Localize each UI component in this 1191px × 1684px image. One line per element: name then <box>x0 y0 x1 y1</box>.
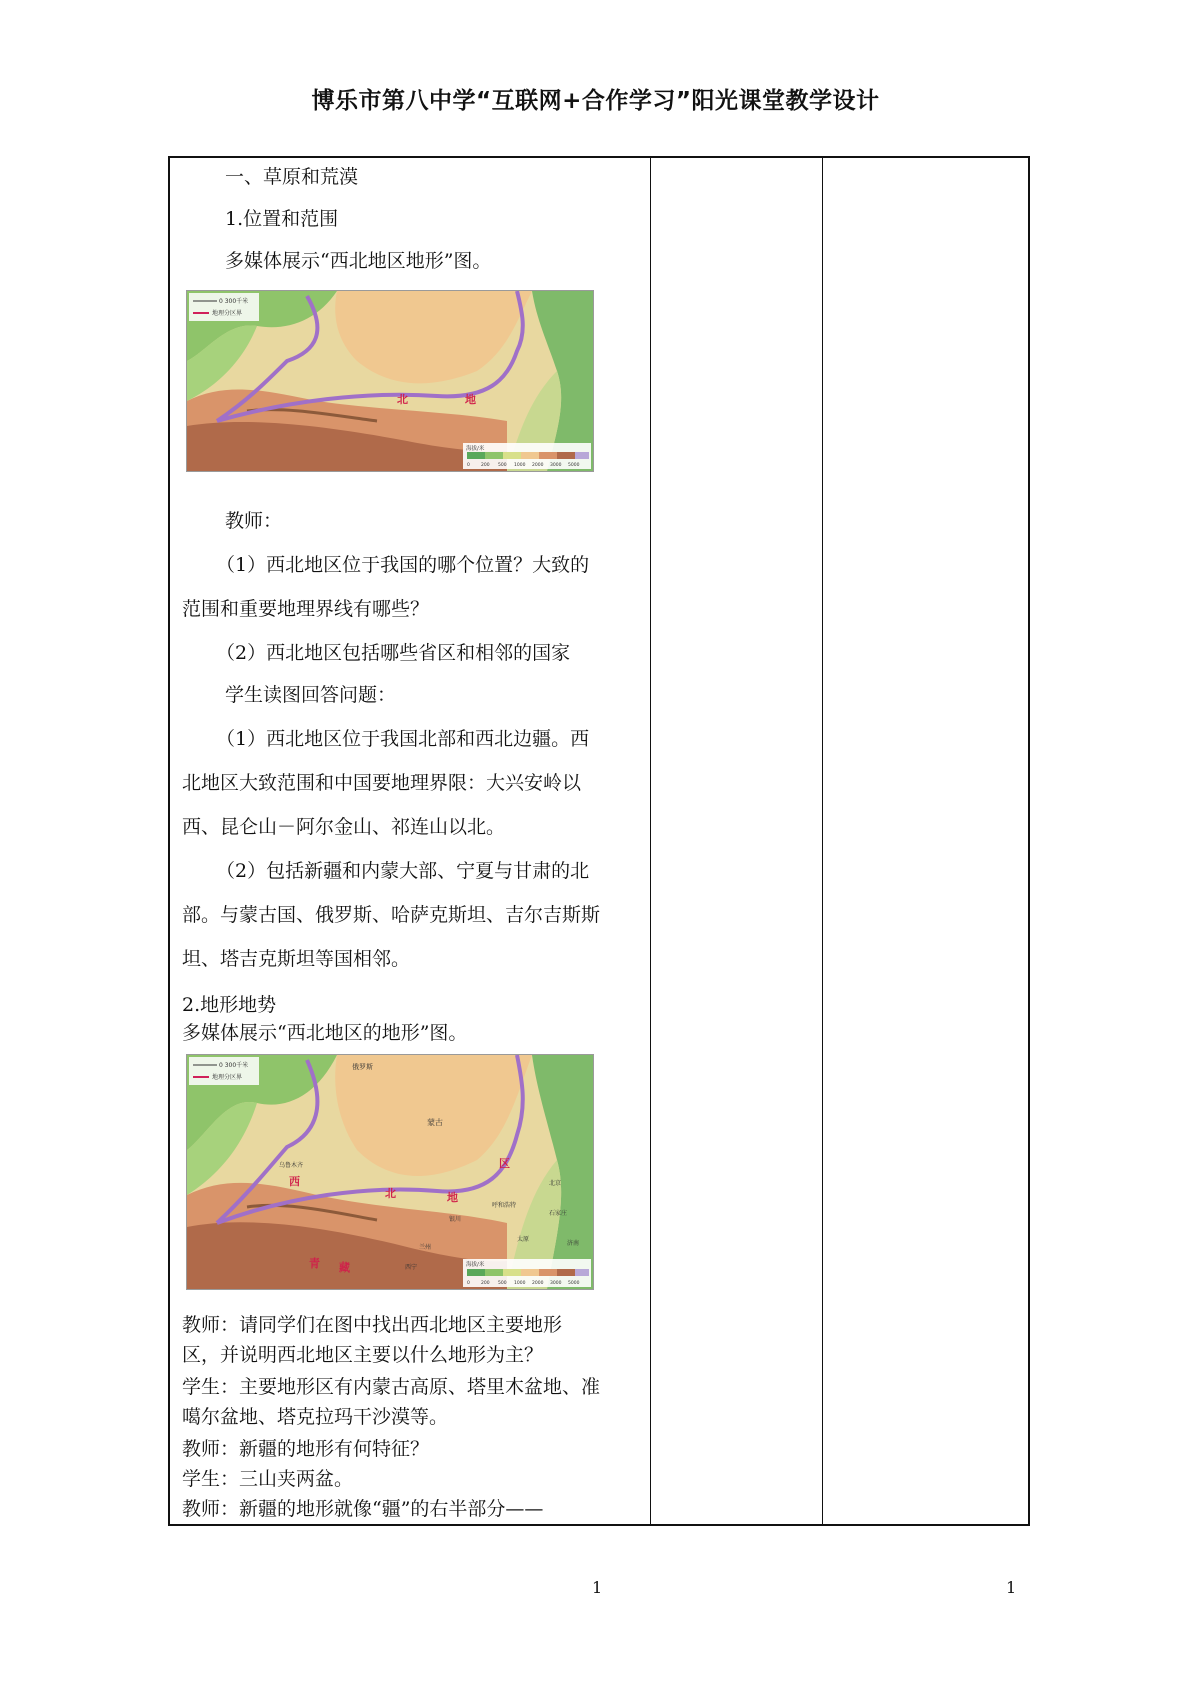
page-title: 博乐市第八中学“互联网+合作学习”阳光课堂教学设计 <box>311 88 880 114</box>
lesson-table <box>168 156 1030 1526</box>
subsection-heading: 1.位置和范围 <box>225 208 339 230</box>
svg-text:5000: 5000 <box>568 463 580 468</box>
svg-text:200: 200 <box>481 463 490 468</box>
place-label: 乌鲁木齐 <box>279 1162 304 1169</box>
section-heading: 一、草原和荒漠 <box>225 166 359 188</box>
place-label: 蒙古 <box>427 1118 443 1127</box>
student-line: 学生：主要地形区有内蒙古高原、塔里木盆地、准 <box>182 1376 601 1398</box>
page-number-right: 1 <box>1006 1578 1017 1597</box>
region-label: 北 <box>397 393 408 406</box>
svg-text:3000: 3000 <box>550 463 562 468</box>
city-label: 银川 <box>449 1216 462 1223</box>
svg-text:500: 500 <box>498 1281 507 1286</box>
svg-text:500: 500 <box>498 463 507 468</box>
teacher-line: 教师：请同学们在图中找出西北地区主要地形 <box>182 1314 563 1336</box>
column-divider-2 <box>822 158 823 1524</box>
city-label: 太原 <box>517 1236 530 1243</box>
city-label: 呼和浩特 <box>492 1202 517 1209</box>
northwest-terrain-map-2 <box>186 1054 594 1290</box>
legend-title: 海拔/米 <box>466 446 485 452</box>
answer-line: 坦、塔吉克斯坦等国相邻。 <box>182 948 411 970</box>
text-line: 多媒体展示“西北地区地形”图。 <box>225 250 492 272</box>
city-label: 济南 <box>567 1240 580 1247</box>
northwest-terrain-map-1 <box>186 290 594 472</box>
column-divider-1 <box>650 158 651 1524</box>
answer-line: 西、昆仑山－阿尔金山、祁连山以北。 <box>182 816 506 838</box>
region-label: 北 <box>385 1187 396 1200</box>
student-line: 噶尔盆地、塔克拉玛干沙漠等。 <box>182 1406 449 1428</box>
lesson-content-cell <box>170 158 650 1524</box>
teacher-line: 教师：新疆的地形就像“疆”的右半部分—— <box>182 1498 544 1520</box>
svg-text:2000: 2000 <box>532 463 544 468</box>
answer-line: 部。与蒙古国、俄罗斯、哈萨克斯坦、吉尔吉斯斯 <box>182 904 601 926</box>
place-label: 俄罗斯 <box>352 1063 373 1071</box>
svg-text:0: 0 <box>467 1281 470 1286</box>
teacher-line: 区，并说明西北地区主要以什么地形为主？ <box>182 1344 544 1366</box>
boundary-label: 地理分区界 <box>212 1074 243 1081</box>
region-label: 青 <box>309 1257 320 1270</box>
region-label: 藏 <box>339 1261 350 1274</box>
svg-text:1000: 1000 <box>514 1281 526 1286</box>
region-label: 地 <box>447 1191 458 1204</box>
city-label: 北京 <box>549 1180 562 1187</box>
svg-text:3000: 3000 <box>550 1281 562 1286</box>
city-label: 西宁 <box>405 1264 418 1271</box>
svg-text:1000: 1000 <box>514 463 526 468</box>
teacher-line: 教师：新疆的地形有何特征？ <box>182 1438 430 1460</box>
student-label: 学生读图回答问题： <box>225 684 397 706</box>
svg-text:200: 200 <box>481 1281 490 1286</box>
region-label: 地 <box>465 393 476 406</box>
teacher-label: 教师： <box>225 510 283 532</box>
page-number-left: 1 <box>592 1578 603 1597</box>
question-line: （1）西北地区位于我国的哪个位置？大致的 <box>216 554 590 576</box>
question-line: （2）西北地区包括哪些省区和相邻的国家 <box>216 642 571 664</box>
answer-line: （1）西北地区位于我国北部和西北边疆。西 <box>216 728 590 750</box>
text-line: 多媒体展示“西北地区的地形”图。 <box>182 1022 468 1044</box>
region-label: 区 <box>499 1157 510 1170</box>
question-line: 范围和重要地理界线有哪些？ <box>182 598 430 620</box>
region-label: 西 <box>289 1175 300 1188</box>
answer-line: 北地区大致范围和中国要地理界限：大兴安岭以 <box>182 772 582 794</box>
svg-text:0: 0 <box>467 463 470 468</box>
scale-label: 0 300千米 <box>219 1062 249 1069</box>
svg-text:5000: 5000 <box>568 1281 580 1286</box>
legend-title: 海拔/米 <box>466 1262 485 1268</box>
subsection-heading: 2.地形地势 <box>182 994 277 1016</box>
city-label: 兰州 <box>419 1244 432 1251</box>
student-line: 学生：三山夹两盆。 <box>182 1468 354 1490</box>
boundary-label: 地理分区界 <box>212 310 243 317</box>
answer-line: （2）包括新疆和内蒙大部、宁夏与甘肃的北 <box>216 860 590 882</box>
scale-label: 0 300千米 <box>219 298 249 305</box>
city-label: 石家庄 <box>549 1210 568 1217</box>
svg-text:2000: 2000 <box>532 1281 544 1286</box>
